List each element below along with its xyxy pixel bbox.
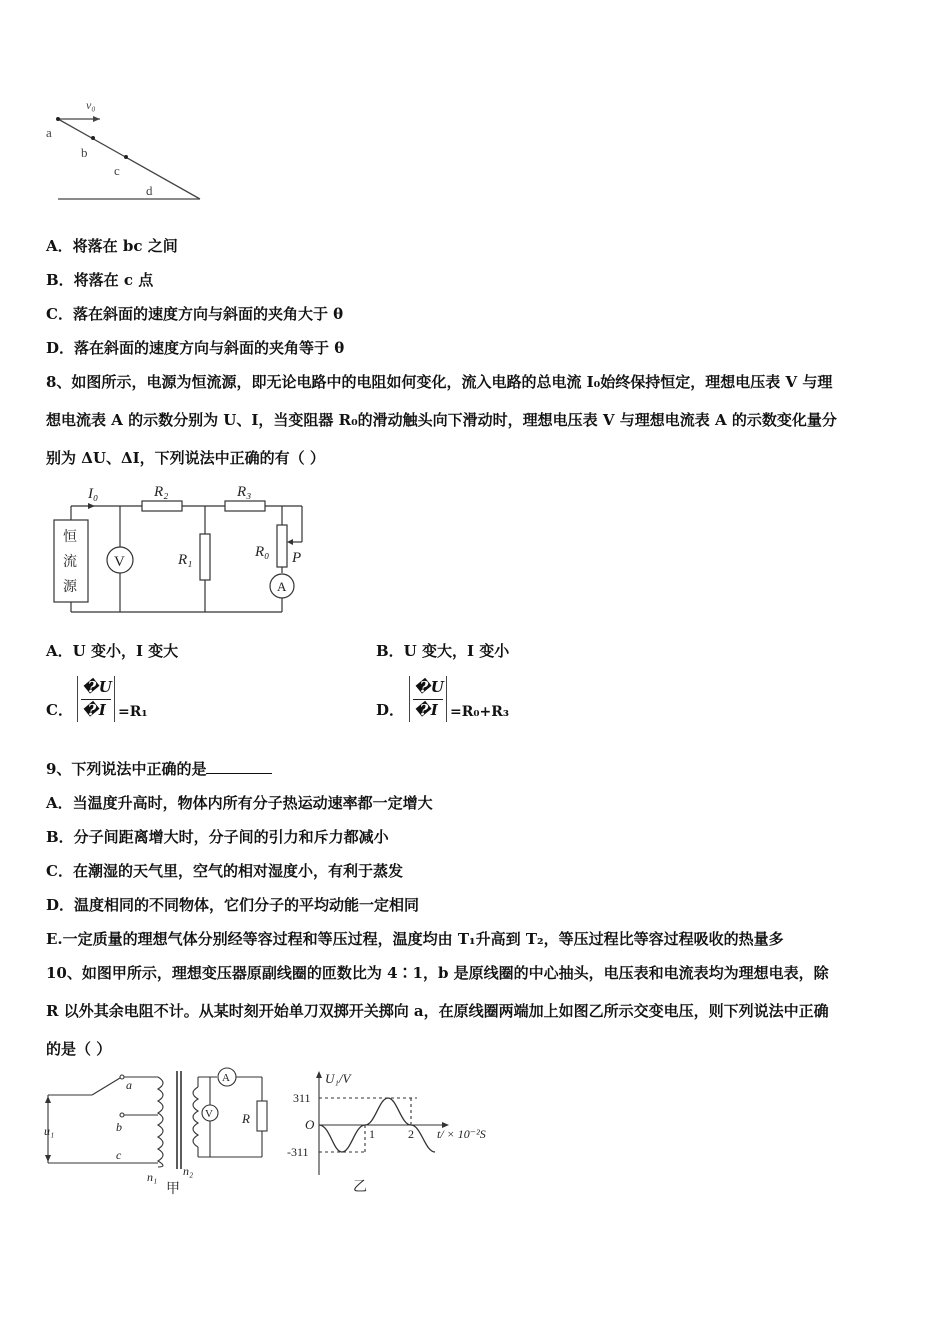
label-R0: R₀ — [255, 544, 270, 560]
q9-stem — [46, 759, 272, 779]
x-tick-2: 2 — [408, 1127, 414, 1141]
q8-option-d-rhs: =R₀+R₃ — [450, 704, 509, 720]
y-tick-top: 311 — [293, 1091, 311, 1105]
figure-yi-caption: 乙 — [353, 1180, 367, 1195]
q10-stem-line2: R 以外其余电阻不计。从某时刻开始单刀双掷开关掷向 a，在原线圈两端加上如图乙所示交变电压，则下列说法中正确 — [46, 1002, 829, 1020]
q8-option-d-numerator: �U — [414, 678, 444, 696]
v0-label: v₀ — [86, 98, 96, 112]
q10-stem-line1: 10、如图甲所示，理想变压器原副线圈的匝数比为 4∶1，b 是原线圈的中心抽头，电压表和电流表均为理想电表，除 — [46, 964, 829, 982]
ammeter-label: A — [222, 1072, 230, 1084]
n1-label: n₁ — [147, 1170, 158, 1184]
q8-stem-line3: 别为 ΔU、ΔI，下列说法中正确的有（ ） — [46, 449, 325, 467]
q7-option-d: D．落在斜面的速度方向与斜面的夹角等于 θ — [46, 339, 345, 357]
point-d-label: d — [146, 183, 153, 198]
q8-stem-line2: 想电流表 A 的示数分别为 U、I，当变阻器 R₀的滑动触头向下滑动时，理想电压表 V 与理想电流表 A 的示数变化量分 — [46, 411, 837, 429]
q8-option-c-denominator: �I — [82, 701, 106, 719]
n2-label: n₂ — [183, 1164, 194, 1178]
terminal-a-label: a — [126, 1078, 132, 1092]
incline-figure — [40, 95, 215, 205]
fraction-bar — [81, 699, 111, 700]
q8-stem-line1: 8、如图所示，电源为恒流源，即无论电路中的电阻如何变化，流入电路的总电流 I₀始终保持恒定，理想电压表 V 与理 — [46, 373, 833, 391]
q8-option-b: B．U 变大，I 变小 — [376, 642, 510, 660]
q8-option-c-fraction — [77, 676, 115, 722]
q7-option-c: C．落在斜面的速度方向与斜面的夹角大于 θ — [46, 305, 344, 323]
voltmeter-label: V — [205, 1108, 213, 1120]
q7-option-b: B．将落在 c 点 — [46, 271, 154, 289]
point-c-label: c — [114, 163, 120, 178]
y-axis-label: U₁/V — [325, 1071, 351, 1086]
voltmeter-label: V — [114, 554, 125, 570]
y-tick-bottom: -311 — [287, 1145, 309, 1159]
q8-option-c-numerator: �U — [82, 678, 112, 696]
fraction-bar — [413, 699, 443, 700]
answer-blank — [206, 759, 272, 774]
label-P: P — [292, 550, 302, 566]
point-a-label: a — [46, 125, 52, 140]
label-R2: R₂ — [154, 484, 169, 500]
origin-label: O — [305, 1117, 315, 1132]
source-char-2: 流 — [63, 555, 77, 570]
x-axis-label: t/ × 10⁻²S — [437, 1127, 486, 1141]
q8-option-d-label: D． — [376, 701, 405, 719]
q9-option-d: D．温度相同的不同物体，它们分子的平均动能一定相同 — [46, 896, 420, 914]
resistor-R-label: R — [242, 1111, 250, 1126]
q7-option-a: A．将落在 bc 之间 — [46, 237, 178, 255]
ammeter-label: A — [277, 579, 287, 594]
source-char-3: 源 — [63, 580, 77, 595]
label-I0: I₀ — [88, 486, 99, 502]
q9-stem-text: 9、下列说法中正确的是 — [46, 760, 207, 778]
x-tick-1: 1 — [369, 1127, 375, 1141]
label-R3: R₃ — [237, 484, 252, 500]
q8-option-a: A．U 变小，I 变大 — [46, 642, 179, 660]
point-b-label: b — [81, 145, 88, 160]
q10-voltage-graph — [285, 1065, 510, 1200]
q8-circuit-figure — [50, 480, 320, 620]
q8-option-d-denominator: �I — [414, 701, 438, 719]
q9-option-b: B．分子间距离增大时，分子间的引力和斥力都减小 — [46, 828, 389, 846]
q8-option-c-label: C． — [46, 701, 73, 719]
figure-jia-caption: 甲 — [166, 1182, 180, 1197]
u1-label: u₁ — [44, 1124, 55, 1138]
q8-option-c-rhs: =R₁ — [118, 704, 148, 720]
q9-option-c: C．在潮湿的天气里，空气的相对湿度小，有利于蒸发 — [46, 862, 403, 880]
q10-stem-line3: 的是（ ） — [46, 1040, 112, 1058]
q9-option-e: E.一定质量的理想气体分别经等容过程和等压过程，温度均由 T₁升高到 T₂，等压过程比等容过程吸收的热量多 — [46, 930, 784, 948]
terminal-c-label: c — [116, 1148, 122, 1162]
source-char-1: 恒 — [63, 530, 77, 545]
label-R1: R₁ — [178, 552, 193, 568]
q10-transformer-figure — [40, 1065, 290, 1200]
q9-option-a: A．当温度升高时，物体内所有分子热运动速率都一定增大 — [46, 794, 433, 812]
terminal-b-label: b — [116, 1120, 122, 1134]
q8-option-d-fraction — [409, 676, 447, 722]
